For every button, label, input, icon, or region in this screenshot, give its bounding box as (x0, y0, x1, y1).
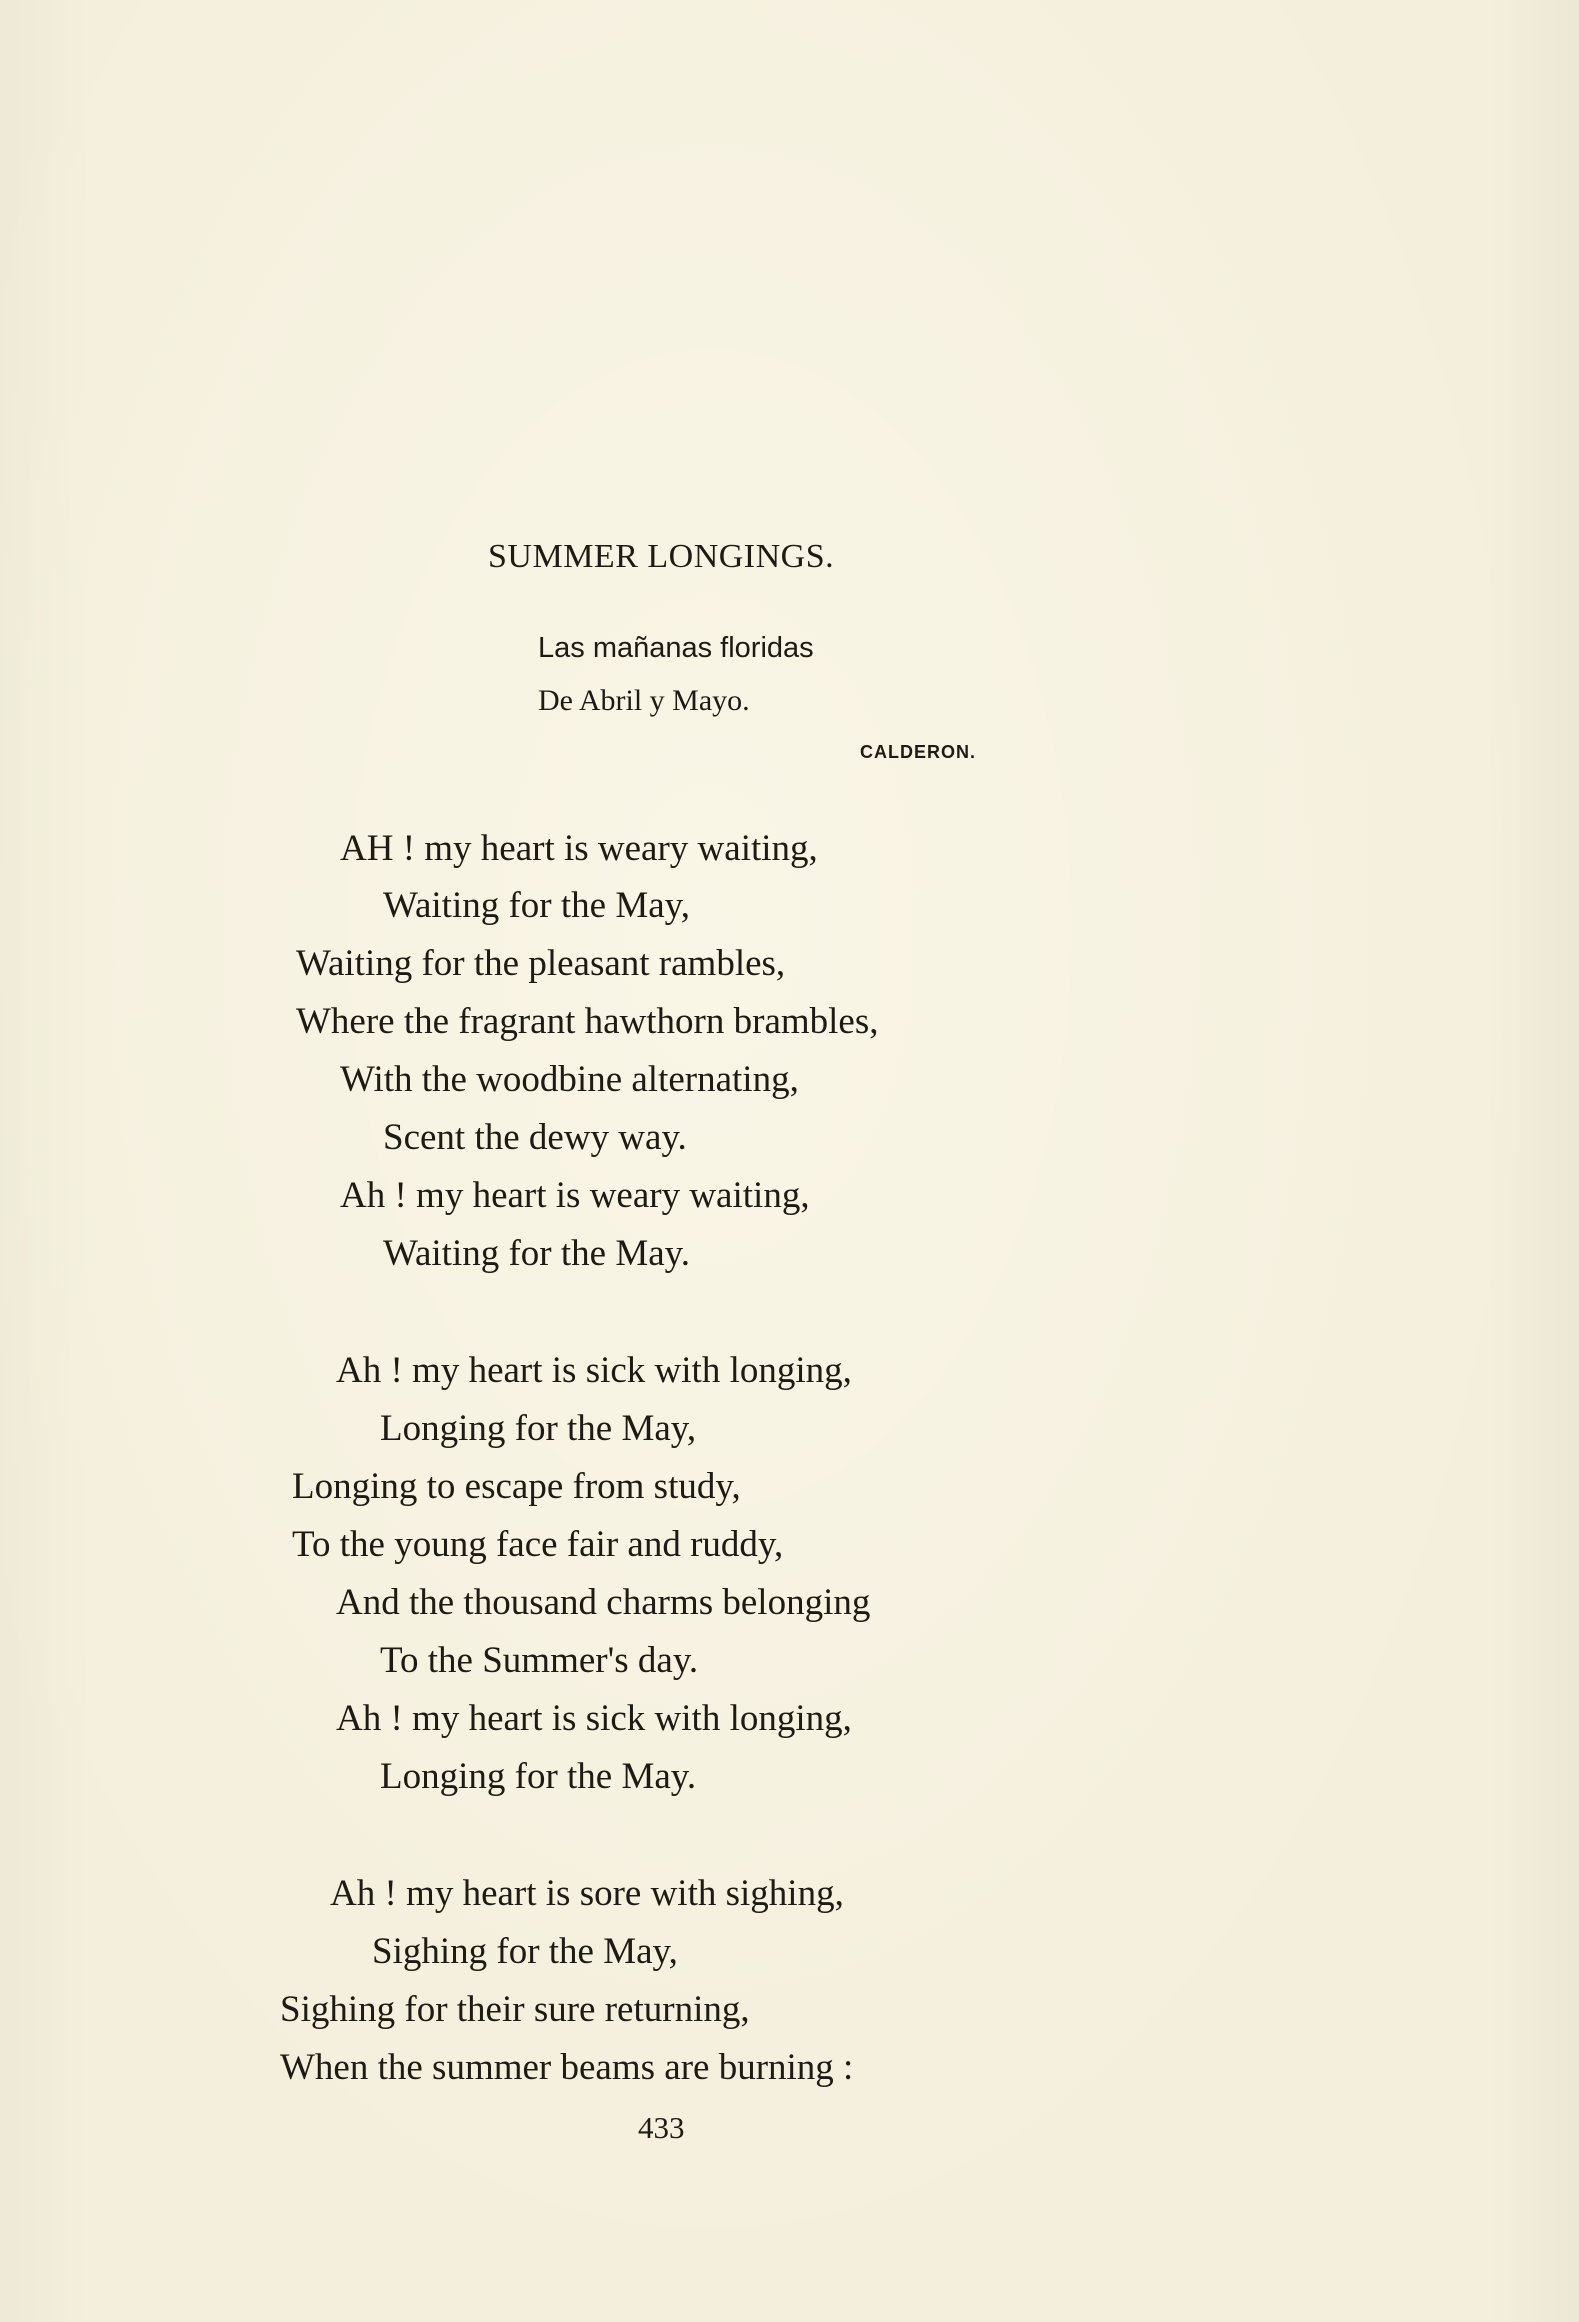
epigraph-line-1: Las mañanas floridas (538, 632, 814, 664)
poem-line: Sighing for the May, (372, 1931, 678, 1972)
poem-line: Ah ! my heart is sick with longing, (336, 1698, 852, 1739)
poem-line: AH ! my heart is weary waiting, (340, 828, 818, 869)
poem-line: Ah ! my heart is sore with sighing, (330, 1873, 844, 1914)
poem-line: Where the fragrant hawthorn brambles, (296, 1001, 879, 1042)
page-number: 433 (638, 2110, 685, 2145)
epigraph-line-2: De Abril y Mayo. (538, 684, 750, 717)
poem-line: Waiting for the May. (383, 1233, 690, 1274)
poem-line: And the thousand charms belonging (336, 1582, 871, 1623)
poem-line: Waiting for the pleasant rambles, (296, 943, 786, 984)
poem-line: Longing for the May, (380, 1408, 697, 1449)
poem-line: When the summer beams are burning : (280, 2047, 854, 2088)
poem-line: Sighing for their sure returning, (280, 1989, 750, 2030)
poem-line: Longing for the May. (380, 1756, 697, 1797)
poem-line: To the Summer's day. (380, 1640, 699, 1681)
poem-title: SUMMER LONGINGS. (488, 538, 835, 575)
poem-line: Scent the dewy way. (383, 1117, 687, 1158)
poem-line: Longing to escape from study, (292, 1466, 741, 1507)
poem-line: Ah ! my heart is sick with longing, (336, 1350, 852, 1391)
poem-line: With the woodbine alternating, (340, 1059, 799, 1100)
poem-line: Ah ! my heart is weary waiting, (340, 1175, 810, 1216)
poem-line: To the young face fair and ruddy, (292, 1524, 784, 1565)
poem-line: Waiting for the May, (383, 885, 690, 926)
epigraph-attribution: CALDERON. (860, 742, 976, 762)
